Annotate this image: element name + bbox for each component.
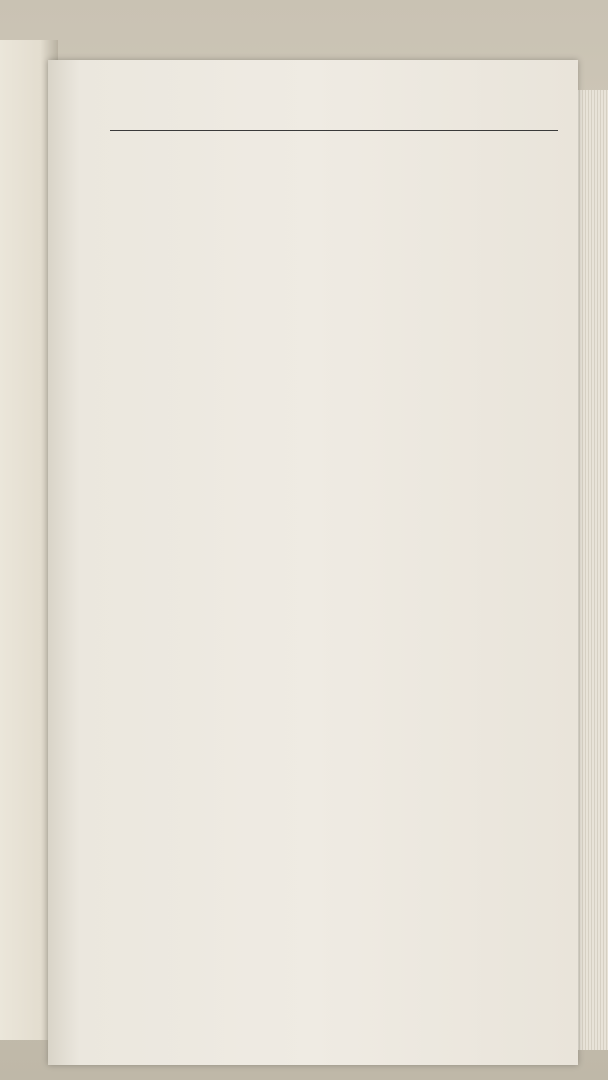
- header-rule: [110, 130, 558, 131]
- page-stack-edge: [574, 90, 608, 1050]
- book-page: [48, 60, 578, 1065]
